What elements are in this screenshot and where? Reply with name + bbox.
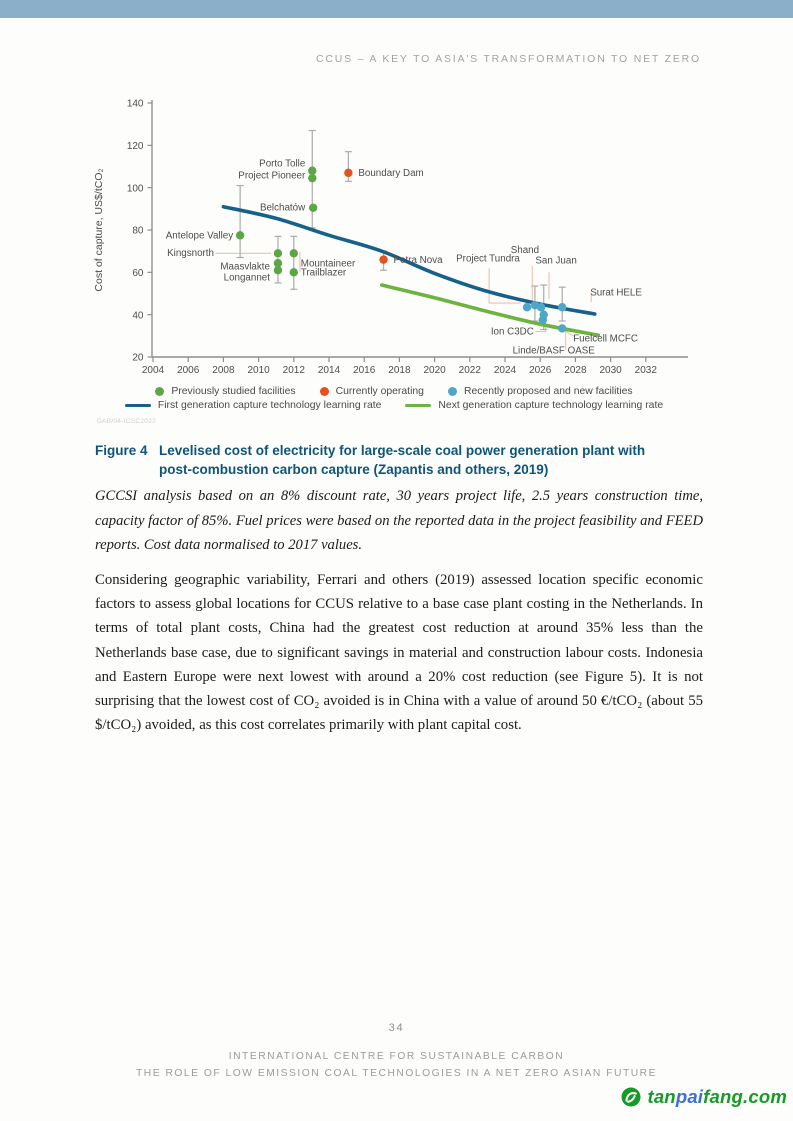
- series-previously-studied-facilities: [166, 159, 356, 284]
- x-tick-label: 2008: [212, 365, 235, 376]
- data-point-label: Antelope Valley: [165, 230, 234, 242]
- data-point: [537, 303, 545, 311]
- y-tick-label: 40: [132, 310, 144, 322]
- chart-legend: [88, 386, 700, 411]
- series-currently-operating: [344, 168, 443, 266]
- legend-item: [155, 386, 295, 397]
- data-point-label: Mountaineer: [300, 258, 356, 270]
- x-tick-label: 2012: [282, 365, 305, 376]
- data-point-label: Petra Nova: [393, 255, 443, 267]
- data-point: [309, 204, 317, 212]
- y-axis-title: Cost of capture, US$/tCO₂: [93, 168, 105, 292]
- data-point: [290, 268, 298, 276]
- top-accent-bar: [0, 0, 793, 18]
- data-point: [308, 167, 316, 175]
- logo-text: [647, 1086, 787, 1108]
- data-point-label: Maasvlakte: [220, 261, 270, 273]
- data-point-label: Boundary Dam: [358, 167, 424, 179]
- legend-line-swatch: [405, 404, 431, 408]
- x-tick-label: 2006: [177, 365, 200, 376]
- body-paragraph: Considering geographic variability, Ferrari and others (2019) assessed location specific economic factors to assess global locations for CCUS relative to a base case plant costing in the Netherlands. In terms of total plant costs, China had the greatest cost reduction at around 35% less than the Netherlands base case, due to significant savings in material and construction labour costs. Indonesia and Eastern Europe were next lowest with around a 20% cost reduction (see Figure 5). It is not surprising that the lowest cost of CO₂ avoided is in China with a value of around 50 €/tCO₂ (about 55 $/tCO₂) avoided, as this cost correlates primarily with plant capital cost.: [95, 572, 703, 734]
- y-tick-label: 20: [132, 352, 144, 364]
- running-header: CCUS – A KEY TO ASIA'S TRANSFORMATION TO NET ZERO: [315, 53, 701, 65]
- x-tick-label: 2032: [634, 365, 657, 376]
- legend-item: [448, 386, 633, 397]
- data-point: [379, 255, 387, 263]
- logo-text-part3: fang.com: [703, 1086, 787, 1107]
- figure-title: Levelised cost of electricity for large-scale coal power generation plant with post-combustion carbon capture (Zapantis and others, 2019): [159, 443, 646, 477]
- x-tick-label: 2022: [458, 365, 481, 376]
- data-point: [274, 249, 282, 257]
- logo-text-part1: tan: [647, 1086, 676, 1107]
- data-point-label: Porto Tolle: [259, 158, 306, 170]
- legend-line-swatch: [125, 404, 151, 408]
- data-point-label: San Juan: [535, 255, 577, 267]
- legend-item: [320, 386, 424, 397]
- x-tick-label: 2020: [423, 365, 446, 376]
- legend-dot-swatch: [155, 387, 164, 396]
- logo-text-part2: pai: [675, 1086, 704, 1107]
- legend-dot-swatch: [320, 387, 329, 396]
- data-point-label: Belchatów: [259, 202, 306, 214]
- x-tick-label: 2026: [529, 365, 552, 376]
- data-point: [290, 249, 298, 257]
- legend-label: Currently operating: [335, 386, 424, 397]
- tanpaifang-logo: [621, 1086, 787, 1108]
- x-tick-label: 2028: [564, 365, 587, 376]
- legend-label: Previously studied facilities: [171, 386, 296, 397]
- x-tick-label: 2024: [493, 365, 517, 376]
- x-tick-label: 2018: [388, 365, 411, 376]
- data-point-label: Ion C3DC: [490, 326, 534, 338]
- data-point: [558, 324, 566, 332]
- legend-label: First generation capture technology learning rate: [157, 400, 382, 411]
- data-point-label: Longannet: [223, 272, 270, 284]
- data-point: [344, 169, 352, 177]
- data-point: [558, 303, 566, 311]
- y-tick-label: 120: [126, 140, 144, 152]
- data-point-label: Project Tundra: [456, 253, 520, 265]
- legend-dot-swatch: [448, 387, 457, 396]
- y-tick-label: 80: [132, 225, 144, 237]
- data-point-label: Trailblazer: [300, 267, 347, 279]
- data-point: [274, 266, 282, 274]
- page-number: 34: [388, 1022, 405, 1034]
- data-point-label: Surat HELE: [590, 287, 642, 299]
- x-tick-label: 2010: [247, 365, 270, 376]
- figure-note: GCCSI analysis based on an 8% discount rate, 30 years project life, 2.5 years construction time, capacity factor of 85%. Fuel prices were based on the reported data in the project feasibility and FEED reports. Cost data normalised to 2017 values.: [95, 488, 703, 554]
- data-point: [236, 231, 244, 239]
- data-point: [539, 316, 547, 324]
- legend-item: [125, 400, 382, 411]
- x-tick-label: 2014: [317, 365, 341, 376]
- tanpaifang-leaf-circle-icon: [621, 1087, 641, 1107]
- x-tick-label: 2016: [353, 365, 376, 376]
- y-tick-label: 60: [132, 267, 144, 279]
- x-tick-label: 2030: [599, 365, 622, 376]
- legend-item: [405, 400, 663, 411]
- data-point: [523, 303, 531, 311]
- figure-chart: [88, 92, 700, 384]
- data-point: [308, 174, 316, 182]
- data-point-label: Shand: [510, 245, 540, 257]
- footer-line-2: THE ROLE OF LOW EMISSION COAL TECHNOLOGIES IN A NET ZERO ASIAN FUTURE: [136, 1067, 657, 1079]
- page-footer: [0, 1049, 793, 1082]
- legend-label: Recently proposed and new facilities: [463, 386, 633, 397]
- data-point-label: Fuelcell MCFC: [573, 333, 638, 345]
- series-recently-proposed-and-new-facilities: [456, 245, 642, 357]
- data-point-label: Linde/BASF OASE: [512, 345, 595, 357]
- footer-line-1: INTERNATIONAL CENTRE FOR SUSTAINABLE CARBON: [228, 1051, 565, 1062]
- data-point-label: Project Pioneer: [238, 170, 306, 182]
- y-tick-label: 140: [126, 98, 144, 110]
- figure-caption: [95, 442, 709, 479]
- x-tick-label: 2004: [141, 365, 165, 376]
- data-point-label: Kingsnorth: [167, 247, 214, 259]
- legend-label: Next generation capture technology learning rate: [438, 400, 664, 411]
- y-tick-label: 100: [126, 183, 144, 195]
- figure-source-code: DAB/04-ICSC2022: [97, 418, 157, 425]
- figure-label: Figure 4: [95, 443, 148, 458]
